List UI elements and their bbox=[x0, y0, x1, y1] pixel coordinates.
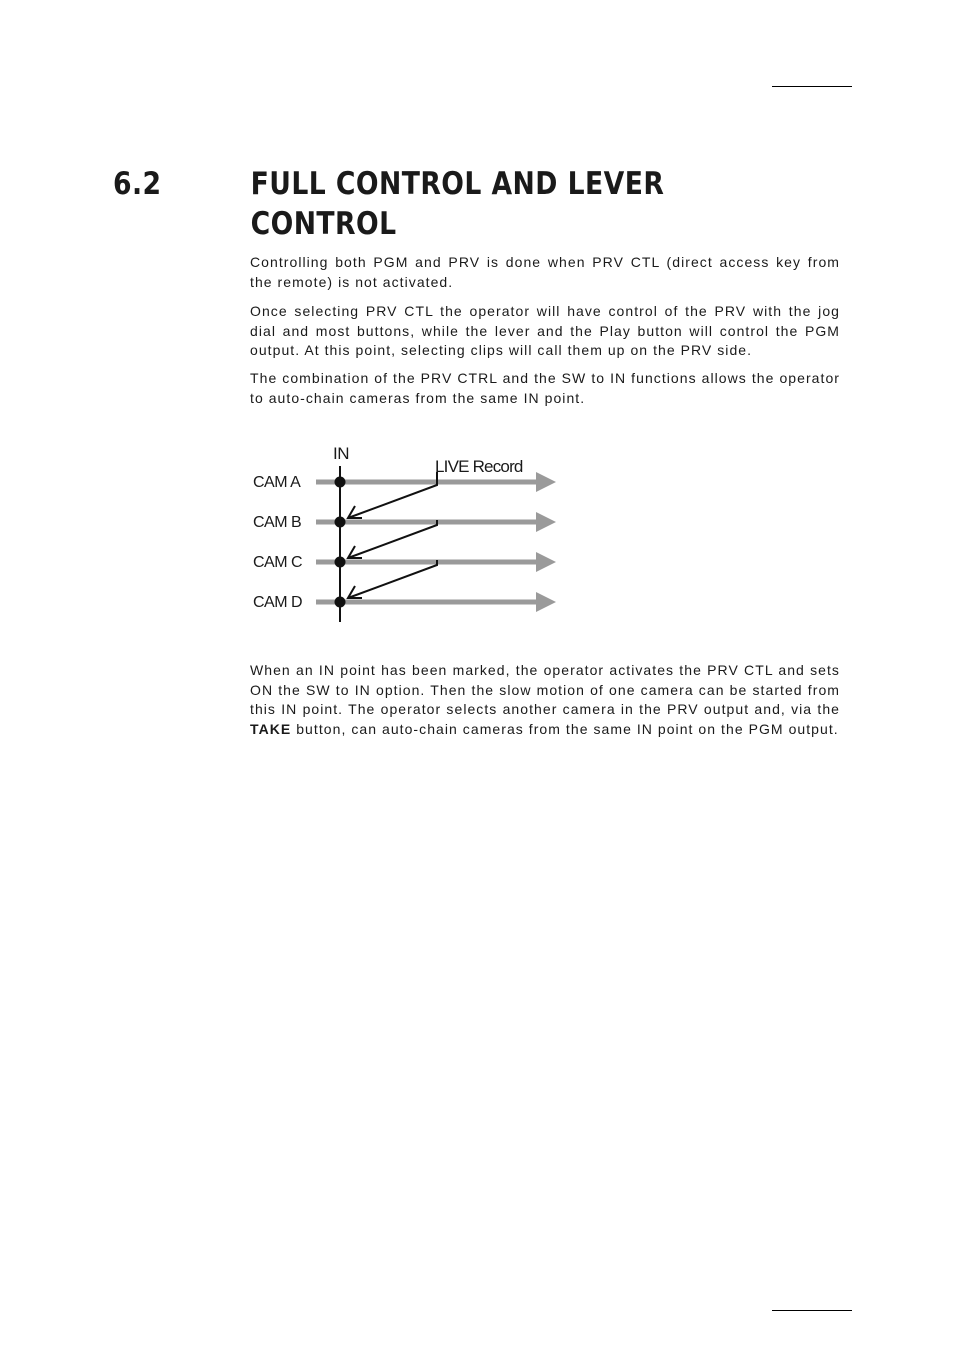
section-number: 6.2 bbox=[113, 165, 162, 202]
paragraph-intro: Controlling both PGM and PRV is done when PRV CTL (direct access key from the remote) is not activated. bbox=[250, 254, 840, 290]
paragraph-in-point-text-1: When an IN point has been marked, the operator activates the PRV CTL and sets ON the SW to IN option. Then the slow motion of one camera can be started from this IN point. The operator selects another camera in the PRV output and, via the bbox=[250, 662, 840, 717]
chain-arrow-c-d bbox=[348, 560, 437, 598]
cam-c-label: CAM C bbox=[253, 554, 303, 571]
chain-arrow-b-c bbox=[348, 520, 437, 558]
section-title: FULL CONTROL AND LEVER CONTROL bbox=[250, 165, 665, 242]
footer-rule bbox=[772, 1310, 852, 1311]
in-dot-cam-c bbox=[335, 557, 346, 568]
auto-chain-diagram bbox=[244, 438, 564, 630]
paragraph-in-point-text-2: button, can auto-chain cameras from the same IN point on the PGM output. bbox=[291, 720, 839, 737]
paragraph-combination: The combination of the PRV CTRL and the SW to IN functions allows the operator to auto-chain cameras from the same IN point. bbox=[250, 370, 840, 406]
header-rule bbox=[772, 86, 852, 87]
chain-arrows bbox=[348, 472, 437, 598]
in-label: IN bbox=[333, 444, 349, 463]
cam-a-label: CAM A bbox=[253, 474, 301, 491]
in-dot-cam-d bbox=[335, 597, 346, 608]
chain-arrow-a-b bbox=[348, 472, 437, 518]
camera-tracks bbox=[316, 482, 536, 602]
live-record-label: LIVE Record bbox=[435, 457, 523, 476]
cam-b-label: CAM B bbox=[253, 514, 302, 531]
paragraph-in-point bbox=[250, 661, 840, 739]
in-dot-cam-a bbox=[335, 477, 346, 488]
paragraph-prv-ctl: Once selecting PRV CTL the operator will have control of the PRV with the jog dial and most buttons, while the lever and the Play button will control the PGM output. At this point, selecting clips will call them up on the PRV side. bbox=[250, 303, 840, 358]
take-button-reference: TAKE bbox=[250, 720, 292, 737]
in-dot-cam-b bbox=[335, 517, 346, 528]
cam-d-label: CAM D bbox=[253, 594, 303, 611]
